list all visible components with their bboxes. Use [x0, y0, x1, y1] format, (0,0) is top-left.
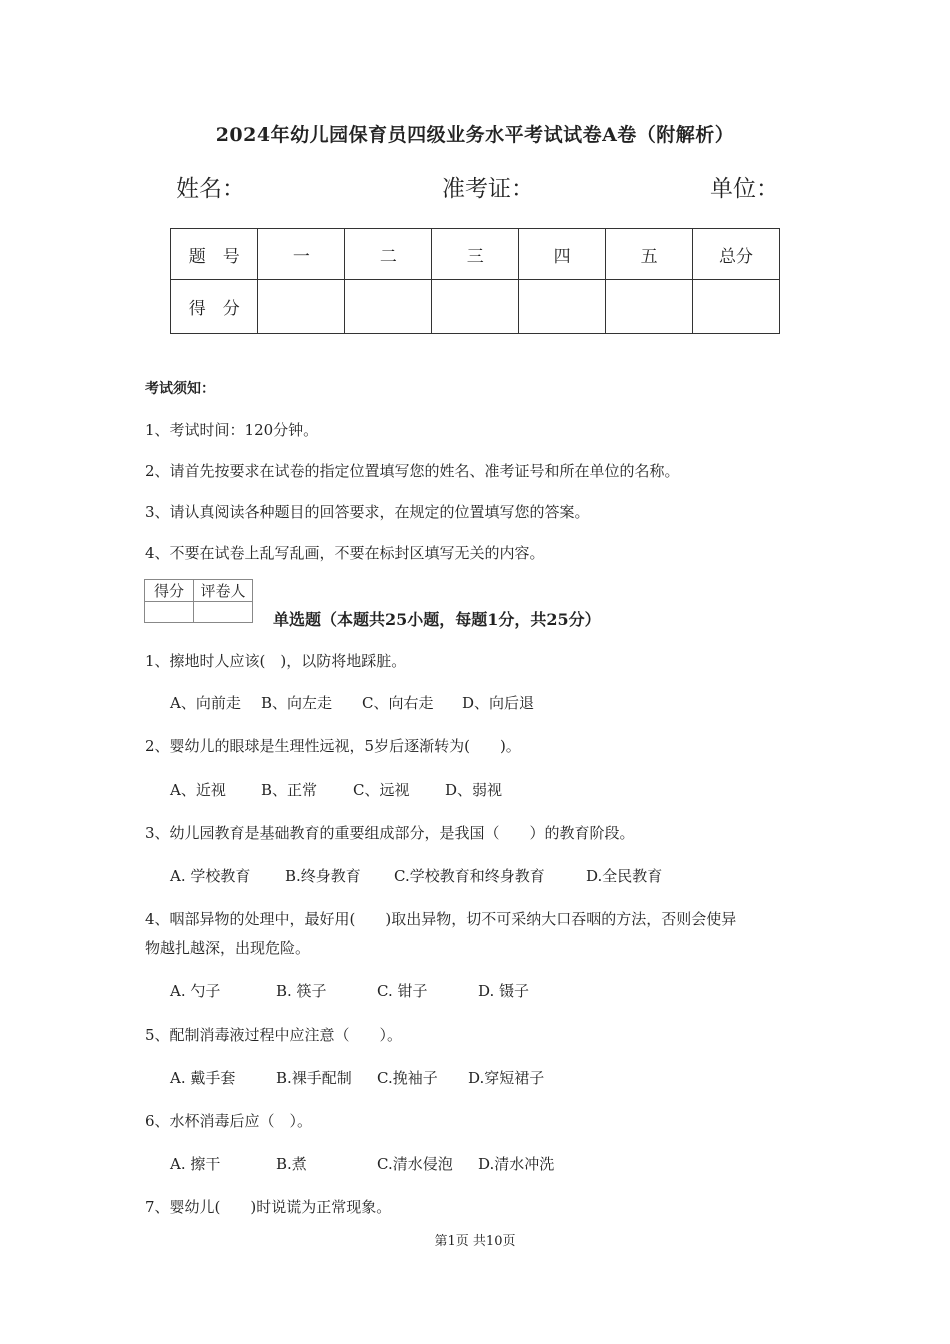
option[interactable]: D.穿短裙子	[468, 1069, 545, 1087]
score-cell[interactable]	[693, 280, 780, 334]
option[interactable]: B.煮	[276, 1155, 307, 1173]
grader-score-cell[interactable]	[145, 602, 194, 623]
score-row-label: 得 分	[171, 280, 258, 334]
question-options	[170, 865, 662, 886]
option[interactable]: D.全民教育	[586, 867, 663, 885]
question-text: 1、擦地时人应该( )，以防将地踩脏。	[145, 652, 407, 670]
score-header-cell: 总分	[693, 229, 780, 280]
question-options	[170, 692, 534, 713]
score-header-cell: 二	[345, 229, 432, 280]
option[interactable]: C.挽袖子	[377, 1069, 438, 1087]
score-header-cell: 题 号	[171, 229, 258, 280]
grader-name-cell[interactable]	[194, 602, 253, 623]
question-options	[170, 1153, 554, 1174]
option[interactable]: B.裸手配制	[276, 1069, 352, 1087]
score-cell[interactable]	[519, 280, 606, 334]
question-text: 5、配制消毒液过程中应注意（ ）。	[145, 1026, 403, 1044]
name-label: 姓名：	[176, 176, 245, 202]
question-text: 4、咽部异物的处理中，最好用( )取出异物，切不可采纳大口吞咽的方法，否则会使异	[145, 910, 737, 928]
option[interactable]: A、向前走	[170, 694, 241, 712]
grader-box	[144, 579, 253, 623]
score-header-cell: 四	[519, 229, 606, 280]
notice-item: 3、请认真阅读各种题目的回答要求，在规定的位置填写您的答案。	[145, 503, 590, 521]
page-title: 2024年幼儿园保育员四级业务水平考试试卷A卷（附解析）	[215, 124, 735, 146]
option[interactable]: A. 擦干	[170, 1155, 221, 1173]
grader-name-label: 评卷人	[194, 580, 253, 602]
notice-heading: 考试须知：	[145, 381, 215, 397]
grader-score-label: 得分	[145, 580, 194, 602]
notice-item: 4、不要在试卷上乱写乱画，不要在标封区填写无关的内容。	[145, 544, 545, 562]
exam-id-label: 准考证：	[442, 176, 534, 202]
score-cell[interactable]	[432, 280, 519, 334]
question-text: 7、婴幼儿( )时说谎为正常现象。	[145, 1198, 392, 1216]
question-text: 6、水杯消毒后应（ ）。	[145, 1112, 313, 1130]
option[interactable]: C、远视	[353, 781, 410, 799]
option[interactable]: D.清水冲洗	[478, 1155, 555, 1173]
option[interactable]: D、向后退	[462, 694, 535, 712]
score-cell[interactable]	[345, 280, 432, 334]
option[interactable]: A. 戴手套	[170, 1069, 236, 1087]
score-table	[170, 228, 780, 334]
option[interactable]: C、向右走	[362, 694, 434, 712]
option[interactable]: C.学校教育和终身教育	[394, 867, 545, 885]
option[interactable]: B、正常	[261, 781, 318, 799]
score-cell[interactable]	[606, 280, 693, 334]
question-text-continued: 物越扎越深，出现危险。	[145, 939, 311, 957]
option[interactable]: B. 筷子	[276, 982, 327, 1000]
unit-label: 单位：	[710, 176, 779, 202]
option[interactable]: B.终身教育	[285, 867, 361, 885]
notice-item: 2、请首先按要求在试卷的指定位置填写您的姓名、准考证号和所在单位的名称。	[145, 462, 680, 480]
page-footer: 第1页 共10页	[434, 1234, 516, 1249]
option[interactable]: C.清水侵泡	[377, 1155, 453, 1173]
score-table-score-row	[171, 280, 780, 334]
notice-item: 1、考试时间：120分钟。	[145, 421, 319, 439]
score-header-cell: 三	[432, 229, 519, 280]
question-options	[170, 980, 529, 1001]
option[interactable]: A、近视	[170, 781, 226, 799]
option[interactable]: A. 勺子	[170, 982, 221, 1000]
option[interactable]: C. 钳子	[377, 982, 428, 1000]
question-options	[170, 1067, 544, 1088]
question-options	[170, 779, 502, 800]
score-header-cell: 一	[258, 229, 345, 280]
score-header-cell: 五	[606, 229, 693, 280]
option[interactable]: D. 镊子	[478, 982, 530, 1000]
score-table-header-row	[171, 229, 780, 280]
option[interactable]: D、弱视	[445, 781, 503, 799]
question-text: 3、幼儿园教育是基础教育的重要组成部分，是我国（ ）的教育阶段。	[145, 824, 635, 842]
section-title: 单选题（本题共25小题，每题1分，共25分）	[273, 610, 601, 629]
question-text: 2、婴幼儿的眼球是生理性远视，5岁后逐渐转为( )。	[145, 737, 521, 755]
score-cell[interactable]	[258, 280, 345, 334]
option[interactable]: B、向左走	[261, 694, 333, 712]
option[interactable]: A. 学校教育	[170, 867, 251, 885]
